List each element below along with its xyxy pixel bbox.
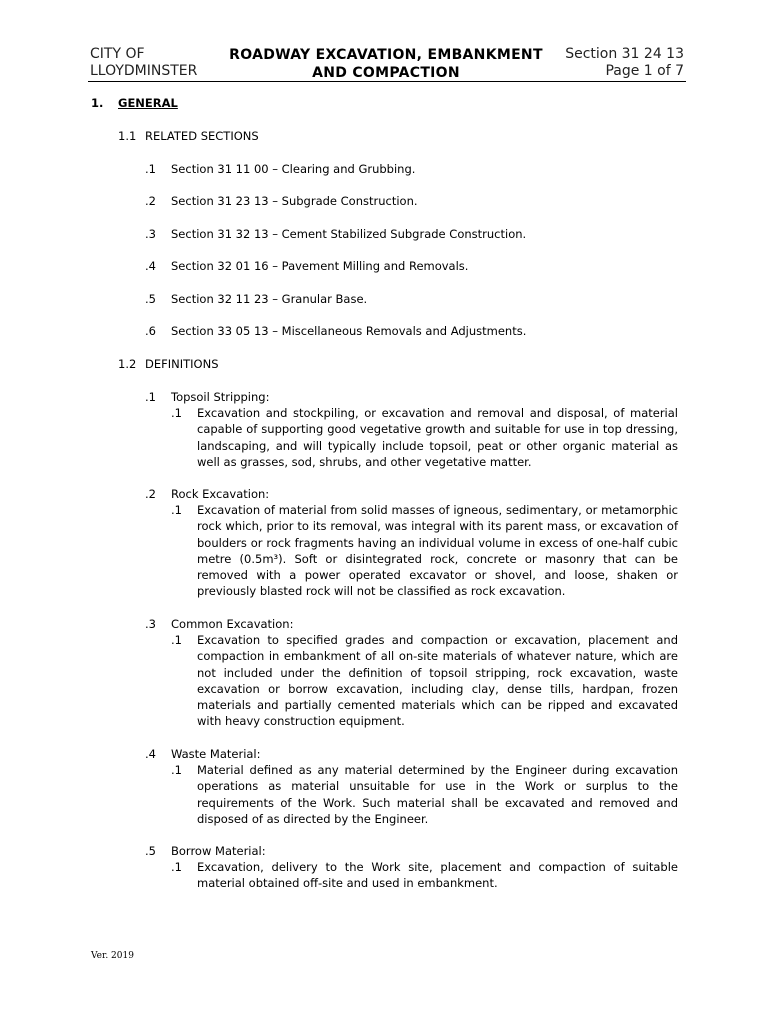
related-item-number: .6 <box>145 324 156 338</box>
section-heading-title: GENERAL <box>118 96 178 110</box>
related-item-number: .3 <box>145 227 156 241</box>
related-item-text: Section 33 05 13 – Miscellaneous Removals and Adjustments. <box>171 324 527 338</box>
related-item-number: .5 <box>145 292 156 306</box>
section-number: Section 31 24 13 <box>565 46 684 62</box>
definition-text: Excavation and stockpiling, or excavation and removal and disposal, of material capable of supporting good vegetative growth and suitable for use in top dressing, landscaping, and will typically include topsoil, peat or other organic material as well as grasses, sod, shrubs, and other vegetative matter. <box>197 406 678 469</box>
related-sections-title: RELATED SECTIONS <box>145 129 259 143</box>
definition-term: Borrow Material: <box>171 844 266 858</box>
definition-text: Excavation to specified grades and compaction or excavation, placement and compaction in embankment of all on-site materials of whatever nature, which are not included under the definition of topsoil stripping, rock excavation, waste excavation or borrow excavation, including clay, dense tills, hardpan, frozen materials and partially cemented materials which can be ripped and excavated with heavy construction equipment. <box>197 633 678 729</box>
definition-text: Excavation, delivery to the Work site, placement and compaction of suitable material obtained off-site and used in embankment. <box>197 860 678 891</box>
definition-term: Rock Excavation: <box>171 487 270 501</box>
related-item-number: .1 <box>145 162 156 176</box>
related-item-number: .2 <box>145 194 156 208</box>
related-item-text: Section 31 11 00 – Clearing and Grubbing. <box>171 162 416 176</box>
related-sections-number: 1.1 <box>118 129 137 143</box>
related-item-text: Section 31 32 13 – Cement Stabilized Subgrade Construction. <box>171 227 527 241</box>
definition-subclause-number: .1 <box>171 406 182 420</box>
definition-number: .3 <box>145 617 156 631</box>
org-line-2: LLOYDMINSTER <box>90 63 198 79</box>
page-number: Page 1 of 7 <box>605 63 684 79</box>
definition-number: .5 <box>145 844 156 858</box>
definition-subclause-number: .1 <box>171 860 182 874</box>
definition-number: .1 <box>145 390 156 404</box>
definition-text: Material defined as any material determined by the Engineer during excavation operations as material unsuitable for use in the Work or surplus to the requirements of the Work. Such material shall be excavated and removed and disposed of as directed by the Engineer. <box>197 763 678 826</box>
definition-text: Excavation of material from solid masses of igneous, sedimentary, or metamorphic rock which, prior to its removal, was integral with its parent mass, or excavation of boulders or rock fragments having an individual volume in excess of one-half cubic metre (0.5m³). Soft or disintegrated rock, concrete or masonry that can be removed with a power operated excavator or shovel, and loose, shaken or previously blasted rock will not be classified as rock excavation. <box>197 503 678 599</box>
definition-number: .2 <box>145 487 156 501</box>
definitions-title: DEFINITIONS <box>145 357 219 371</box>
related-item-text: Section 31 23 13 – Subgrade Construction. <box>171 194 418 208</box>
definition-term: Waste Material: <box>171 747 261 761</box>
section-page-info <box>565 46 684 80</box>
related-item-text: Section 32 01 16 – Pavement Milling and Removals. <box>171 259 469 273</box>
org-line-1: CITY OF <box>90 46 145 62</box>
organization-name <box>90 46 197 80</box>
title-line-1: ROADWAY EXCAVATION, EMBANKMENT <box>229 47 543 63</box>
version-footer: Ver. 2019 <box>91 951 134 961</box>
definition-number: .4 <box>145 747 156 761</box>
header-rule <box>88 81 686 82</box>
related-item-text: Section 32 11 23 – Granular Base. <box>171 292 368 306</box>
section-heading-number: 1. <box>91 96 104 110</box>
definition-subclause-number: .1 <box>171 633 182 647</box>
definition-term: Topsoil Stripping: <box>171 390 270 404</box>
definition-term: Common Excavation: <box>171 617 294 631</box>
definition-subclause-number: .1 <box>171 763 182 777</box>
related-item-number: .4 <box>145 259 156 273</box>
definition-subclause-number: .1 <box>171 503 182 517</box>
document-title <box>226 46 546 82</box>
title-line-2: AND COMPACTION <box>312 65 460 81</box>
definitions-number: 1.2 <box>118 357 137 371</box>
page-header <box>88 44 686 82</box>
